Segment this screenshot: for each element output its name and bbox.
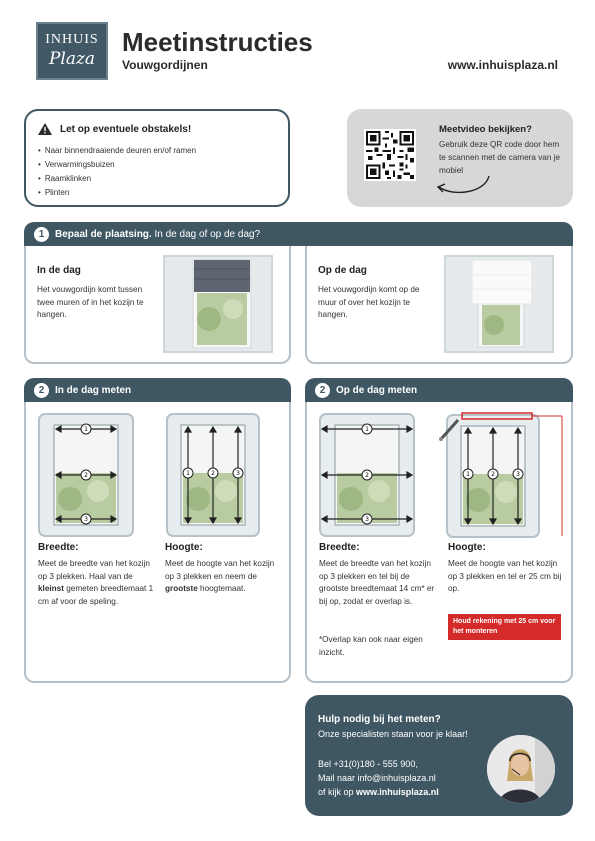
warning-heading <box>38 123 191 135</box>
visit-line[interactable]: of kijk op www.inhuisplaza.nl <box>318 787 439 797</box>
width-instructions: Meet de breedte van het kozijn op 3 plekken en tel bij de grootste breedtemaat 14 cm* er bij op, zodat er overlap is. <box>319 559 435 606</box>
card-title: Op de dag <box>318 265 367 276</box>
website-link[interactable]: www.inhuisplaza.nl <box>447 58 558 72</box>
warning-title: Let op eventuele obstakels! <box>60 123 192 135</box>
svg-text:1: 1 <box>466 471 470 478</box>
inhuis-plaza-logo <box>36 22 108 80</box>
window-outside-photo <box>444 255 554 353</box>
step-number: 1 <box>34 227 49 242</box>
section-title-rest: In de dag of op de dag? <box>151 228 261 240</box>
mounting-warning-badge: Houd rekening met 25 cm voor het monteren <box>448 614 561 640</box>
obstacles-warning-box <box>24 109 290 207</box>
qr-description: Gebruik deze QR code door hem te scannen met de camera van je mobiel <box>439 140 561 175</box>
section-placement-header <box>24 222 573 246</box>
height-title: Hoogte: <box>448 542 486 553</box>
step-number: 2 <box>315 383 330 398</box>
help-contact-lines <box>318 757 439 799</box>
svg-text:1: 1 <box>365 426 369 433</box>
help-subtitle: Onze specialisten staan voor je klaar! <box>318 729 468 739</box>
overlap-note: *Overlap kan ook naar eigen inzicht. <box>319 635 423 657</box>
list-item: • Naar binnendraaiende deuren en/of ramen <box>38 144 196 158</box>
width-measure-diagram <box>38 413 134 537</box>
page-subtitle: Vouwgordijnen <box>122 58 208 72</box>
svg-text:2: 2 <box>365 472 369 479</box>
inside-measure-card <box>24 402 291 683</box>
section-title: Op de dag meten <box>336 384 418 396</box>
list-item: • Raamklinken <box>38 172 196 186</box>
svg-text:3: 3 <box>516 471 520 478</box>
step-number: 2 <box>34 383 49 398</box>
svg-text:3: 3 <box>365 516 369 523</box>
curved-arrow-icon <box>433 173 493 199</box>
svg-text:1: 1 <box>186 470 190 477</box>
window-inside-illustration <box>165 257 271 351</box>
section-outside-measure-header <box>305 378 573 402</box>
obstacle-list <box>38 144 196 200</box>
card-title: In de dag <box>37 265 81 276</box>
qr-code-icon[interactable] <box>364 129 416 181</box>
qr-video-box <box>347 109 573 207</box>
svg-text:2: 2 <box>211 470 215 477</box>
width-title: Breedte: <box>319 542 360 553</box>
list-item: • Verwarmingsbuizen <box>38 158 196 172</box>
list-item: • Plinten <box>38 186 196 200</box>
outside-measure-card <box>305 402 573 683</box>
mail-line[interactable]: Mail naar info@inhuisplaza.nl <box>318 773 436 783</box>
svg-text:2: 2 <box>491 471 495 478</box>
width-title: Breedte: <box>38 542 79 553</box>
logo-line1: INHUIS <box>45 32 99 47</box>
support-agent-illustration <box>487 735 555 803</box>
window-outside-illustration <box>446 257 552 351</box>
qr-title: Meetvideo bekijken? <box>439 124 532 135</box>
card-text: Het vouwgordijn komt op de muur of over het kozijn te hangen. <box>318 285 420 319</box>
height-measure-diagram <box>166 413 260 537</box>
svg-text:1: 1 <box>84 426 88 433</box>
help-contact-box <box>305 695 573 816</box>
window-inside-photo <box>163 255 273 353</box>
page-title: Meetinstructies <box>122 27 313 57</box>
svg-text:3: 3 <box>84 516 88 523</box>
section-title: In de dag meten <box>55 384 132 396</box>
height-instructions: Meet de hoogte van het kozijn op 3 plekken en neem de grootste hoogtemaat. <box>165 559 275 593</box>
svg-text:2: 2 <box>84 472 88 479</box>
width-measure-diagram <box>319 413 415 537</box>
card-text: Het vouwgordijn komt tussen twee muren of in het kozijn te hangen. <box>37 285 144 319</box>
phone-line[interactable]: Bel +31(0)180 - 555 900, <box>318 759 418 769</box>
section-title-bold: Bepaal de plaatsing. <box>55 228 152 240</box>
warning-icon <box>38 123 52 135</box>
in-de-dag-card <box>24 246 291 364</box>
section-inside-measure-header <box>24 378 291 402</box>
help-title: Hulp nodig bij het meten? <box>318 714 441 725</box>
width-instructions: Meet de breedte van het kozijn op 3 plekken. Haal van de kleinst gemeten breedtemaat 1 cm af voor de speling. <box>38 559 154 606</box>
height-instructions: Meet de hoogte van het kozijn op 3 plekken en tel er 25 cm bij op. <box>448 559 562 593</box>
height-title: Hoogte: <box>165 542 203 553</box>
logo-line2: Plaza <box>48 49 96 69</box>
height-measure-diagram-with-mount <box>432 410 567 538</box>
svg-text:3: 3 <box>236 470 240 477</box>
op-de-dag-card <box>305 246 573 364</box>
support-agent-avatar <box>487 735 555 803</box>
